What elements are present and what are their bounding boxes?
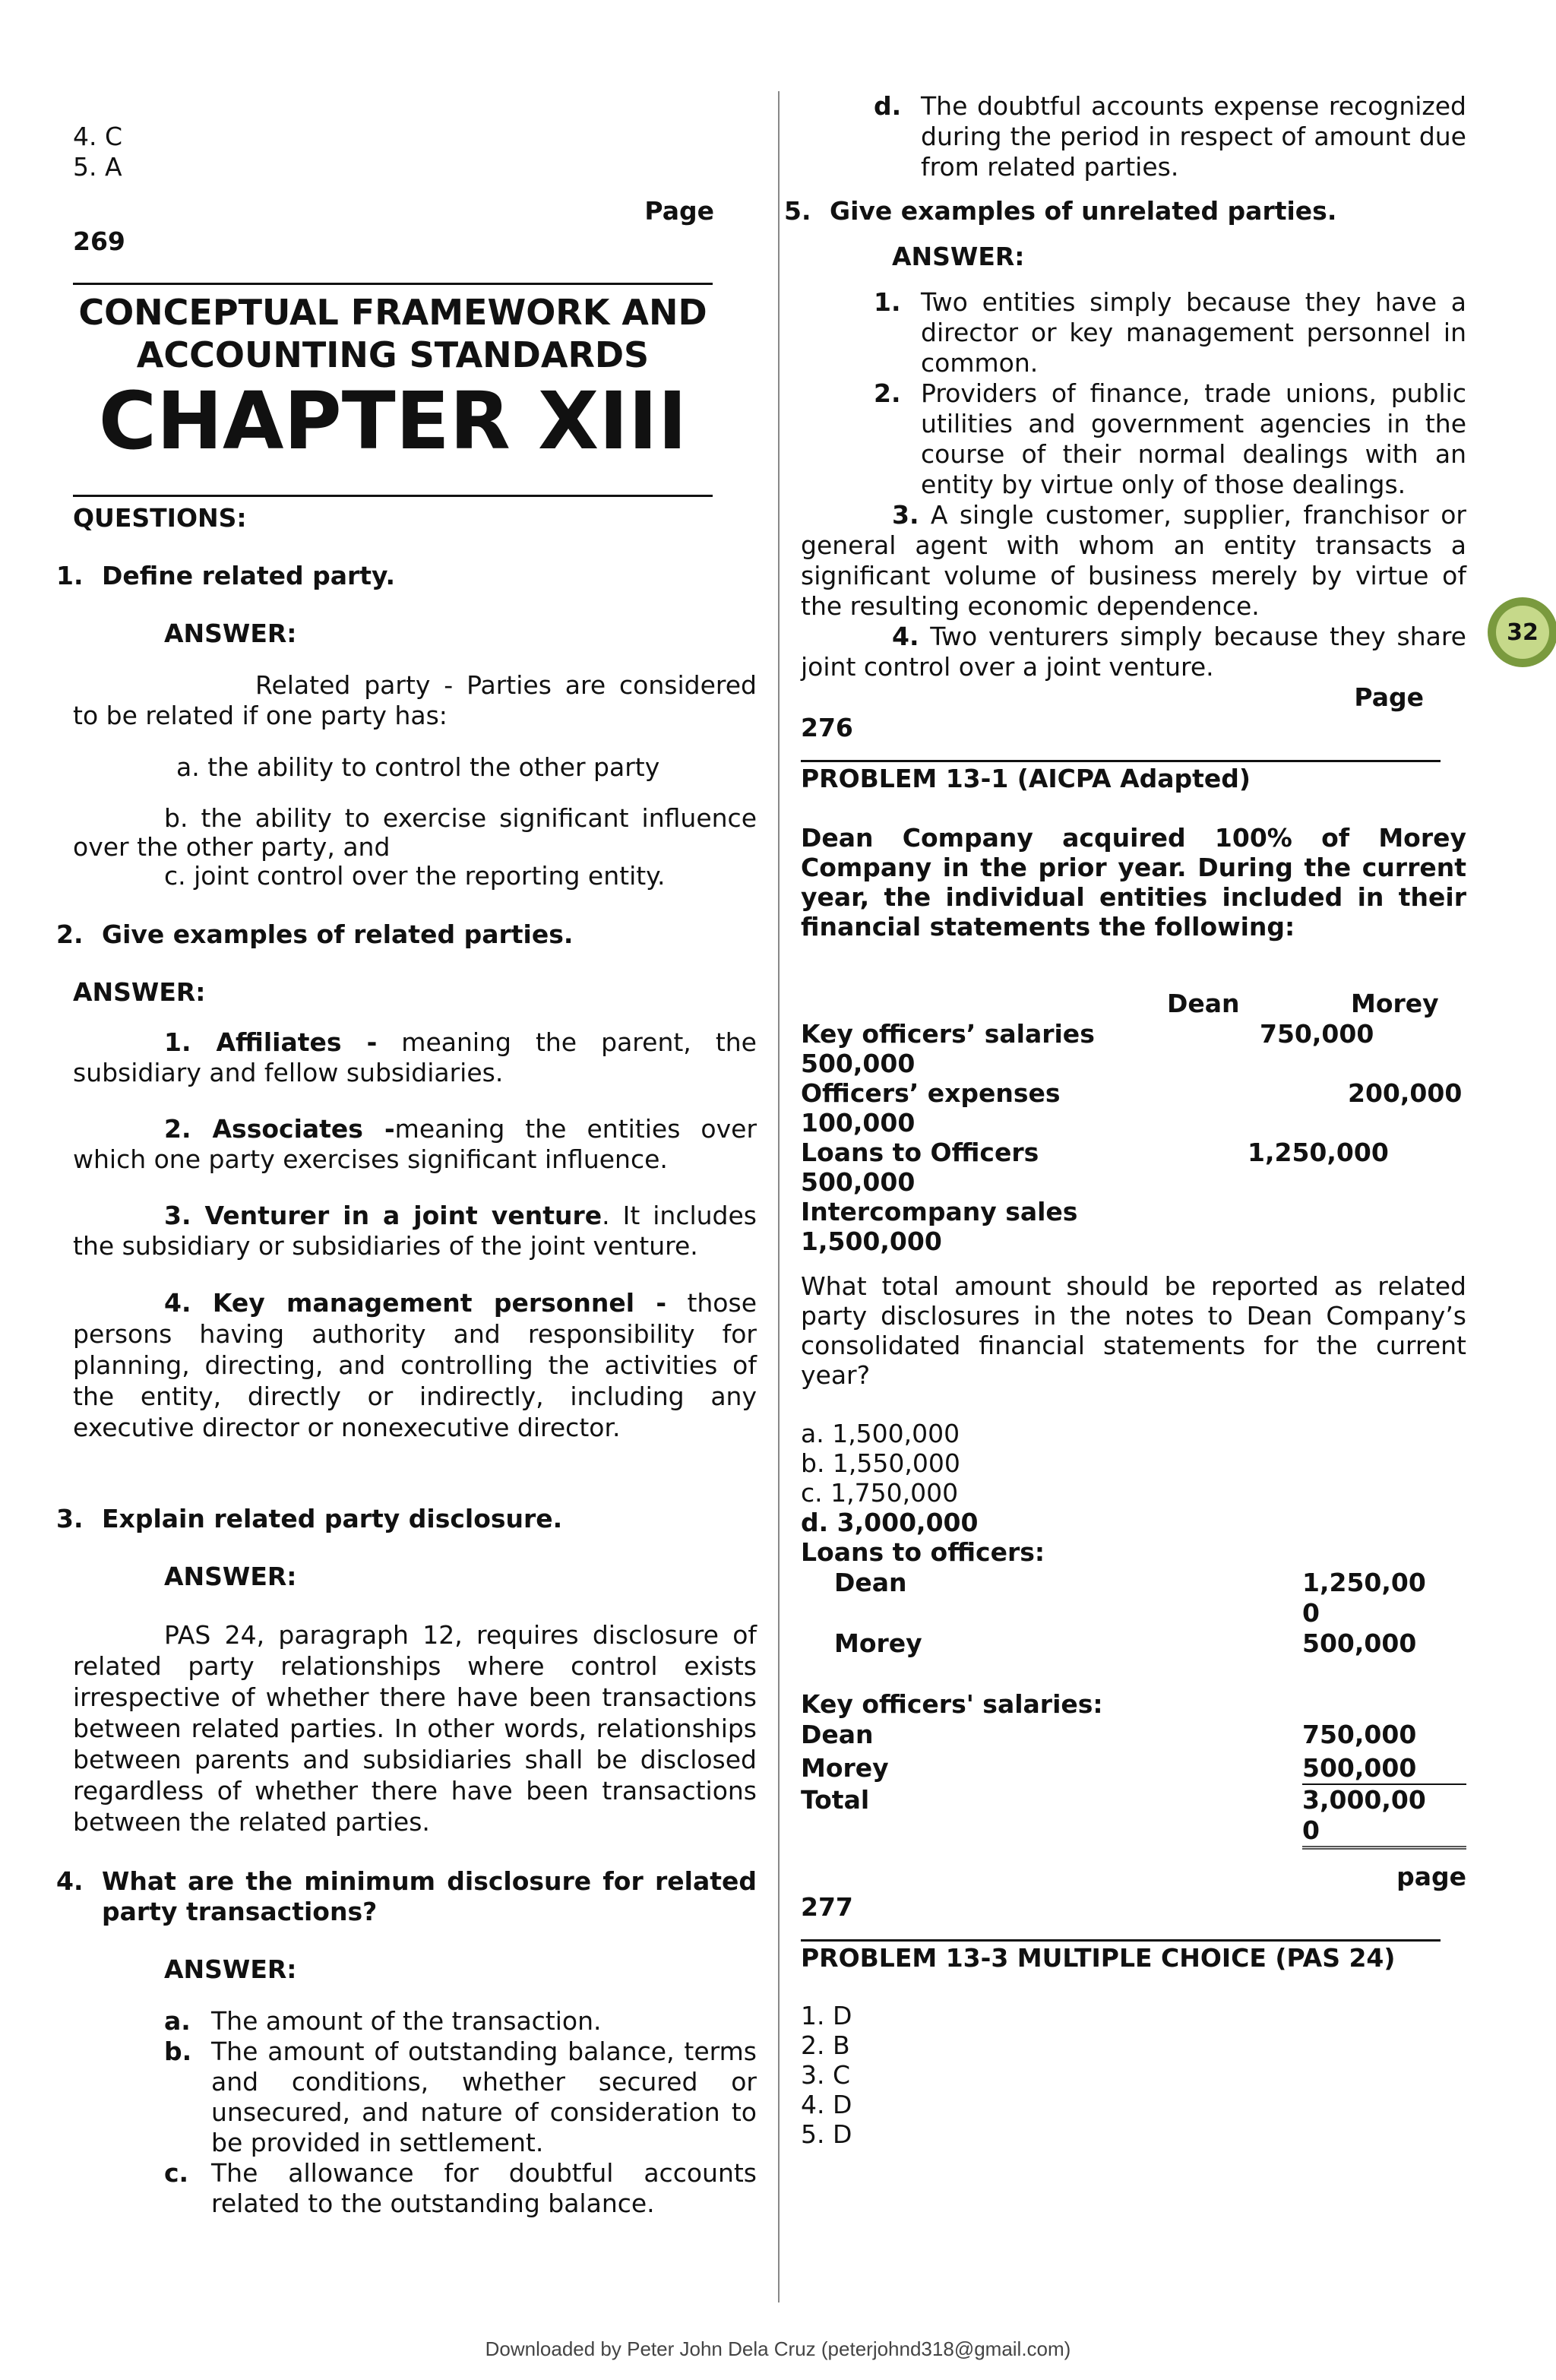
item-text: The amount of the transaction.	[211, 2006, 602, 2036]
answer-label: ANSWER:	[892, 242, 1025, 271]
download-footer: Downloaded by Peter John Dela Cruz (peterjohnd318@gmail.com)	[485, 2337, 1071, 2360]
answer-label: ANSWER:	[164, 1562, 297, 1591]
page-marker	[801, 682, 1466, 743]
sum-row: Dean 750,000	[801, 1720, 1417, 1749]
answer-item	[73, 1027, 757, 1088]
answer-line: 3. C	[801, 2060, 851, 2090]
sum-row: Morey 500,000	[834, 1628, 1417, 1658]
answer-list	[164, 2006, 757, 2219]
answer-list	[73, 1027, 757, 1443]
question-text: What total amount should be reported as related party disclosures in the notes to Dean Company’s consolidated financial statements for the current year?	[801, 1271, 1466, 1390]
row-line	[801, 1019, 1466, 1049]
answer-item	[874, 287, 1466, 378]
question: 2. Give examples of related parties.	[56, 919, 574, 949]
cell-value: 500,000	[801, 1049, 916, 1078]
questions-heading: QUESTIONS:	[73, 503, 247, 533]
answer-list	[874, 287, 1466, 500]
choice-option: b. 1,550,000	[801, 1448, 960, 1478]
item-text: Two entities simply because they have a director or key management personnel in common.	[921, 287, 1466, 378]
answer-item	[73, 1287, 757, 1443]
answer-item: b. the ability to exercise significant influence over the other party, and	[73, 803, 757, 862]
table-row	[801, 1197, 1466, 1256]
row-label: Intercompany sales	[801, 1197, 1078, 1226]
horizontal-rule	[801, 1939, 1441, 1942]
page-number: 276	[801, 713, 853, 742]
row-label: Key officers’ salaries	[801, 1019, 1095, 1049]
left-column	[56, 84, 757, 2219]
answer-item: 4. Two venturers simply because they share joint control over a joint venture.	[801, 622, 1466, 682]
cell-value: 500,000	[801, 1167, 916, 1197]
badge-number: 32	[1507, 619, 1539, 646]
answer-item	[164, 2006, 757, 2037]
table-header	[801, 989, 1466, 1019]
item-key: b.	[164, 2037, 192, 2066]
page-number: 269	[73, 226, 125, 256]
row-line	[801, 1138, 1466, 1167]
question: 4. What are the minimum disclosure for related party transactions?	[56, 1866, 757, 1926]
answer-line: 1. D	[801, 2001, 852, 2030]
column-divider	[778, 91, 780, 2302]
row-label: Officers’ expenses	[801, 1078, 1061, 1108]
choice-option: d. 3,000,000	[801, 1508, 979, 1537]
column-header: Dean	[1167, 989, 1240, 1018]
choice-option: a. 1,500,000	[801, 1419, 960, 1448]
answer-item: 3. A single customer, supplier, franchisor or general agent with whom an entity transacts a significant volume of business merely by virtue of the resulting economic dependence.	[801, 500, 1466, 621]
item-text: those persons having authority and responsibility for planning, directing, and controlling the activities of the entity, directly or indirectly, including any executive director or nonexecutive director.	[73, 1288, 757, 1442]
cell-value: 1,250,000	[1248, 1138, 1389, 1167]
answer-item	[164, 2158, 757, 2219]
item-key: 1.	[874, 287, 901, 317]
page-marker	[801, 1862, 1466, 1923]
table-row	[801, 1078, 1466, 1138]
question: 1. Define related party.	[56, 561, 396, 590]
page-number: 277	[801, 1892, 853, 1922]
page-badge	[1488, 597, 1556, 667]
table-row	[801, 1138, 1466, 1197]
total-row: Total 3,000,000	[801, 1785, 1466, 1850]
answer-label: ANSWER:	[164, 619, 297, 648]
answer-text: PAS 24, paragraph 12, requires disclosure of related party relationships where control exists irrespective of whether there have been transactions between related parties. In other words, relationships between parents and subsidiaries shall be disclosed regardless of whether there have been transactions between the related parties.	[73, 1620, 757, 1837]
answer-line: 4. C	[73, 122, 123, 151]
right-column	[784, 84, 1466, 2149]
item-key: c.	[164, 2158, 189, 2188]
cell-value: 750,000	[1260, 1019, 1374, 1049]
row-line	[801, 1078, 1466, 1108]
horizontal-rule	[73, 283, 713, 285]
cell-value: 1,500,000	[801, 1226, 942, 1256]
answer-item	[874, 378, 1466, 500]
item-text: meaning the parent, the subsidiary and fellow subsidiaries.	[73, 1027, 757, 1087]
cell-value: 100,000	[801, 1108, 916, 1138]
horizontal-rule	[73, 495, 713, 497]
book-title: CONCEPTUAL FRAMEWORK AND	[78, 292, 707, 333]
choice-list	[801, 1419, 1466, 1537]
page-label: Page	[1354, 682, 1424, 712]
page-marker	[73, 196, 757, 257]
answer-item: d. The doubtful accounts expense recognized during the period in respect of amount due from related parties.	[874, 91, 1466, 182]
answer-text: Related party - Parties are considered to be related if one party has:	[73, 670, 757, 730]
item-text: . It includes the subsidiary or subsidiaries of the joint venture.	[73, 1201, 757, 1261]
page-label: page	[1396, 1862, 1466, 1891]
answer-item	[73, 1201, 757, 1261]
column-header: Morey	[1351, 989, 1439, 1018]
row-label: Loans to Officers	[801, 1138, 1039, 1167]
sum-row: Dean 1,250,000	[834, 1568, 1426, 1628]
item-text: The allowance for doubtful accounts related to the outstanding balance.	[211, 2158, 757, 2218]
answer-list	[801, 2001, 1466, 2149]
cell-value: 200,000	[1348, 1078, 1463, 1108]
item-key: a.	[164, 2006, 191, 2036]
item-text: The amount of outstanding balance, terms and conditions, whether secured or unsecured, and nature of consideration to be provided in settlement.	[211, 2037, 757, 2157]
item-term: 4. Key management personnel -	[164, 1288, 667, 1318]
item-term: 1. Affiliates -	[164, 1027, 378, 1057]
answer-item: a. the ability to control the other party	[176, 752, 660, 782]
answer-item: c. joint control over the reporting entity.	[164, 861, 666, 891]
horizontal-rule	[801, 760, 1441, 762]
problem-title: PROBLEM 13-3 MULTIPLE CHOICE (PAS 24)	[801, 1943, 1396, 1973]
data-table	[801, 989, 1466, 1256]
sum-row: Morey 500,000	[801, 1753, 1466, 1785]
question: 5. Give examples of unrelated parties.	[784, 196, 1337, 226]
item-term: 2. Associates -	[164, 1114, 395, 1144]
section-heading: Loans to officers:	[801, 1537, 1045, 1567]
problem-text: Dean Company acquired 100% of Morey Company in the prior year. During the current year, the individual entities included in their financial statements the following:	[801, 823, 1466, 942]
answer-label: ANSWER:	[73, 977, 206, 1007]
item-term: 3. Venturer in a joint venture	[164, 1201, 602, 1230]
row-line	[801, 1197, 1466, 1226]
answer-item	[73, 1114, 757, 1175]
item-key: 2.	[874, 378, 901, 408]
book-title: ACCOUNTING STANDARDS	[136, 334, 650, 375]
answer-line: 2. B	[801, 2030, 850, 2060]
answer-label: ANSWER:	[164, 1954, 297, 1984]
problem-title: PROBLEM 13-1 (AICPA Adapted)	[801, 764, 1251, 793]
answer-line: 4. D	[801, 2090, 852, 2119]
choice-option: c. 1,750,000	[801, 1478, 959, 1508]
table-row	[801, 1019, 1466, 1078]
answer-item	[164, 2037, 757, 2158]
page-label: Page	[644, 196, 714, 226]
answer-line: 5. A	[73, 152, 122, 182]
item-text: meaning the entities over which one party exercises significant influence.	[73, 1114, 757, 1174]
chapter-title: CHAPTER XIII	[98, 375, 688, 467]
question: 3. Explain related party disclosure.	[56, 1504, 563, 1533]
answer-line: 5. D	[801, 2119, 852, 2149]
section-heading: Key officers' salaries:	[801, 1689, 1103, 1719]
item-text: Providers of finance, trade unions, public utilities and government agencies in the course of their normal dealings with an entity by virtue only of those dealings.	[921, 378, 1466, 499]
